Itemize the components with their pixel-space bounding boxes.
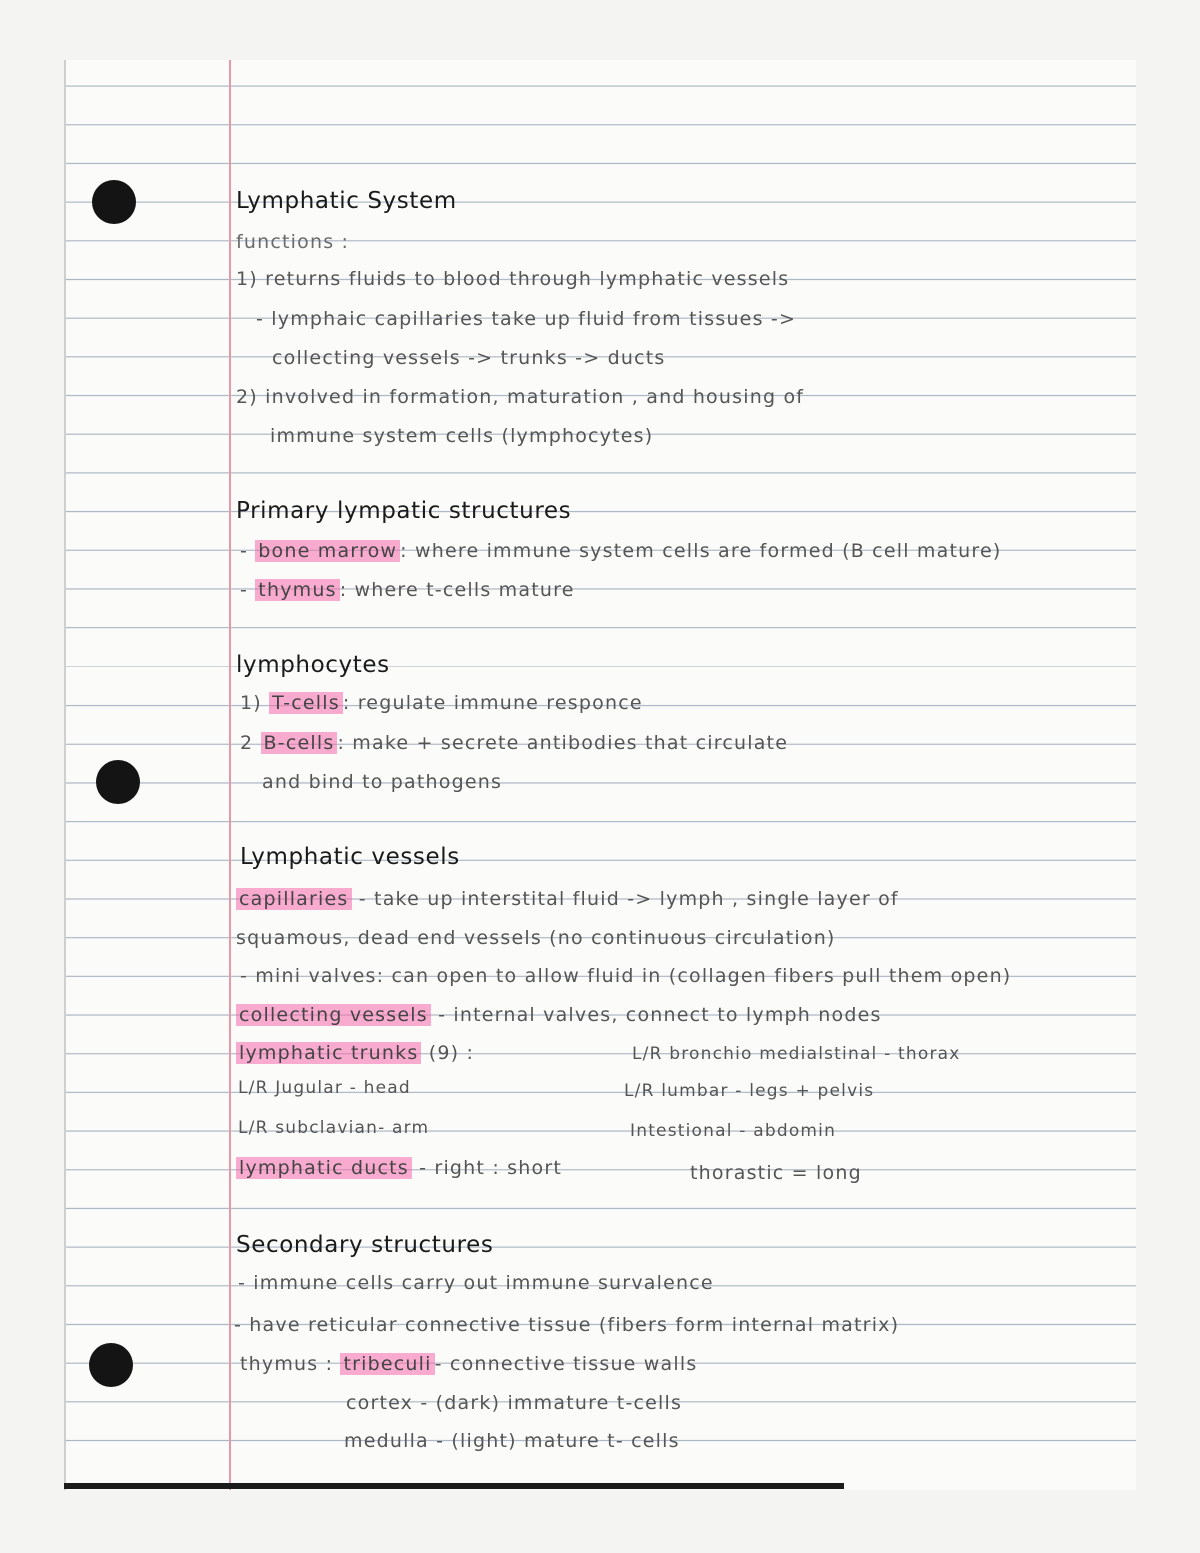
item-number: 2 bbox=[240, 732, 254, 754]
trunks-text: (9) : bbox=[428, 1042, 475, 1064]
trabeculae-term: tribeculi bbox=[340, 1353, 434, 1375]
lymphocyte-item-t-cells bbox=[240, 692, 643, 714]
function-2b: immune system cells (lymphocytes) bbox=[270, 425, 654, 447]
thymus-label: thymus : bbox=[240, 1353, 334, 1375]
function-1-sub-b: collecting vessels -> trunks -> ducts bbox=[272, 347, 666, 369]
capillaries-term: capillaries bbox=[236, 888, 352, 910]
collecting-vessels-term: collecting vessels bbox=[236, 1004, 431, 1026]
trunk-subclavian: L/R subclavian- arm bbox=[238, 1118, 430, 1138]
item-number: 1) bbox=[240, 692, 262, 714]
capillaries-text: - take up interstital fluid -> lymph , single layer of bbox=[358, 888, 899, 910]
primary-item-thymus: - thymus : where t-cells mature bbox=[240, 579, 575, 601]
t-cells-term: T-cells bbox=[269, 692, 343, 714]
function-2a: 2) involved in formation, maturation , and housing of bbox=[236, 386, 805, 408]
primary-structures-heading: Primary lympatic structures bbox=[236, 498, 572, 524]
margin-line bbox=[229, 60, 231, 1490]
b-cells-term: B-cells bbox=[261, 732, 338, 754]
trunks-line bbox=[236, 1042, 474, 1064]
mini-valves-line: - mini valves: can open to allow fluid in (collagen fibers pull them open) bbox=[240, 965, 1012, 987]
functions-label: functions : bbox=[236, 231, 350, 253]
b-cells-continued: and bind to pathogens bbox=[262, 771, 503, 793]
primary-item-bone-marrow: - bone marrow : where immune system cells are formed (B cell mature) bbox=[240, 540, 1002, 562]
trunk-intestinal: Intestional - abdomin bbox=[630, 1121, 837, 1141]
secondary-structures-heading: Secondary structures bbox=[236, 1232, 494, 1258]
b-cells-text: : make + secrete antibodies that circulate bbox=[337, 732, 789, 754]
collecting-vessels-text: - internal valves, connect to lymph nodes bbox=[438, 1004, 882, 1026]
collecting-vessels-line bbox=[236, 1004, 882, 1026]
lymphatic-ducts-term: lymphatic ducts bbox=[236, 1157, 412, 1179]
bone-marrow-term: bone marrow bbox=[255, 540, 400, 562]
secondary-thymus-line bbox=[240, 1353, 697, 1375]
capillaries-continued: squamous, dead end vessels (no continuous circulation) bbox=[236, 927, 836, 949]
medulla-line: medulla - (light) mature t- cells bbox=[344, 1430, 680, 1452]
lymphatic-trunks-term: lymphatic trunks bbox=[236, 1042, 421, 1064]
lymphatic-vessels-heading: Lymphatic vessels bbox=[240, 844, 460, 870]
ducts-text: - right : short bbox=[419, 1157, 562, 1179]
t-cells-text: : regulate immune responce bbox=[342, 692, 643, 714]
lymphocyte-item-b-cells bbox=[240, 732, 788, 754]
function-1-sub-a: - lymphaic capillaries take up fluid from tissues -> bbox=[256, 308, 797, 330]
ducts-line bbox=[236, 1157, 562, 1179]
thymus-term: thymus bbox=[255, 579, 339, 601]
thoracic-duct: thorastic = long bbox=[690, 1162, 862, 1184]
function-1: 1) returns fluids to blood through lymphatic vessels bbox=[236, 268, 790, 290]
binder-hole-top bbox=[92, 180, 136, 224]
binder-hole-bottom bbox=[89, 1343, 133, 1387]
bone-marrow-text: : where immune system cells are formed (B cell mature) bbox=[400, 540, 1002, 562]
cortex-line: cortex - (dark) immature t-cells bbox=[346, 1392, 683, 1414]
lymphocytes-heading: lymphocytes bbox=[236, 652, 390, 678]
secondary-line-2: - have reticular connective tissue (fibers form internal matrix) bbox=[234, 1314, 900, 1336]
page-edge bbox=[64, 60, 66, 1490]
thymus-text: : where t-cells mature bbox=[339, 579, 575, 601]
secondary-line-1: - immune cells carry out immune survalence bbox=[238, 1272, 714, 1294]
page-bottom-edge bbox=[64, 1483, 844, 1489]
binder-hole-middle bbox=[96, 760, 140, 804]
lymphatic-system-heading: Lymphatic System bbox=[236, 188, 457, 214]
capillaries-line bbox=[236, 888, 899, 910]
trabeculae-text: - connective tissue walls bbox=[434, 1353, 698, 1375]
trunk-lumbar: L/R lumbar - legs + pelvis bbox=[624, 1081, 875, 1101]
trunk-bronchiomediastinal: L/R bronchio medialstinal - thorax bbox=[632, 1044, 961, 1064]
trunk-jugular: L/R Jugular - head bbox=[238, 1078, 411, 1098]
